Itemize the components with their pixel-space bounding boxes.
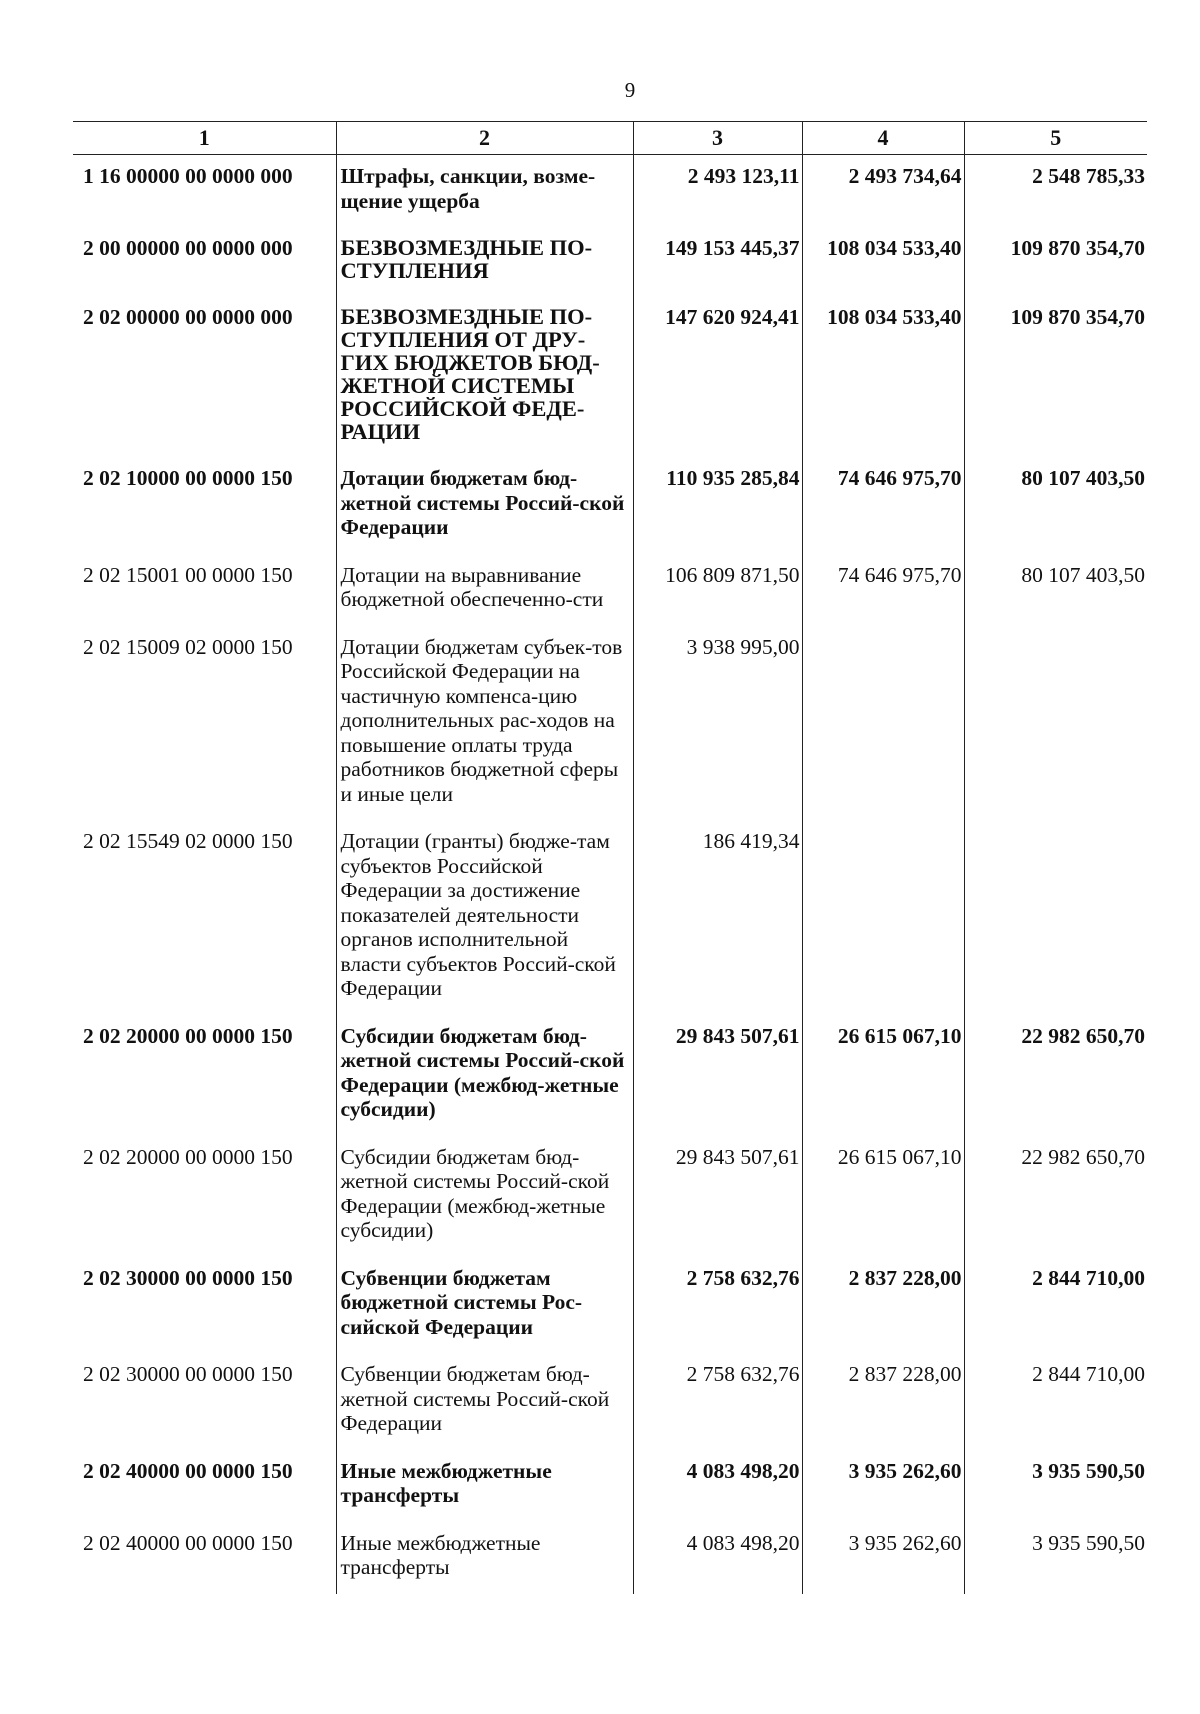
value-col3-cell: 186 419,34 <box>633 820 802 1015</box>
value-col5-cell <box>964 820 1147 1015</box>
income-name-cell: Дотации бюджетам субъек-тов Российской Федерации на частичную компенса-цию дополнительных рас-ходов на повышение оплаты труда работников бюджетной сферы и иные цели <box>336 626 633 821</box>
value-col5-cell <box>964 626 1147 821</box>
income-name-cell: БЕЗВОЗМЕЗДНЫЕ ПО-СТУПЛЕНИЯ <box>336 227 633 296</box>
value-col3-cell: 4 083 498,20 <box>633 1522 802 1594</box>
value-col3-cell: 147 620 924,41 <box>633 296 802 457</box>
value-col4-cell: 108 034 533,40 <box>802 296 964 457</box>
table-row <box>73 554 1147 626</box>
budget-code-cell: 2 02 40000 00 0000 150 <box>83 1530 293 1555</box>
page-number: 9 <box>624 78 636 102</box>
value-col5-cell: 109 870 354,70 <box>964 227 1147 296</box>
income-name-cell: Штрафы, санкции, возме-щение ущерба <box>336 155 633 228</box>
column-header-2: 2 <box>336 122 633 155</box>
value-col5-cell: 22 982 650,70 <box>964 1136 1147 1257</box>
table-row <box>73 820 1147 1015</box>
value-col3-cell: 29 843 507,61 <box>633 1136 802 1257</box>
value-col4-cell: 2 837 228,00 <box>802 1353 964 1450</box>
value-col4-cell: 3 935 262,60 <box>802 1522 964 1594</box>
income-name-cell: Иные межбюджетные трансферты <box>336 1522 633 1594</box>
value-col4-cell: 26 615 067,10 <box>802 1015 964 1136</box>
table-body <box>73 155 1147 1594</box>
value-col5-cell: 2 844 710,00 <box>964 1257 1147 1354</box>
value-col5-cell: 3 935 590,50 <box>964 1450 1147 1522</box>
value-col3-cell: 149 153 445,37 <box>633 227 802 296</box>
table-row <box>73 296 1147 457</box>
value-col3-cell: 2 493 123,11 <box>633 155 802 228</box>
budget-code-cell: 2 02 30000 00 0000 150 <box>83 1362 293 1386</box>
value-col3-cell: 106 809 871,50 <box>633 554 802 626</box>
income-name-cell: Субсидии бюджетам бюд-жетной системы Россий-ской Федерации (межбюд-жетные субсидии) <box>336 1015 633 1136</box>
income-name-cell: Субвенции бюджетам бюджетной системы Рос-сийской Федерации <box>336 1257 633 1354</box>
column-header-1: 1 <box>73 122 336 155</box>
value-col5-cell: 3 935 590,50 <box>964 1522 1147 1594</box>
budget-code-cell: 1 16 00000 00 0000 000 <box>83 164 293 188</box>
budget-code-cell: 2 00 00000 00 0000 000 <box>83 236 293 260</box>
value-col4-cell: 74 646 975,70 <box>802 554 964 626</box>
value-col5-cell: 2 844 710,00 <box>964 1353 1147 1450</box>
column-header-5: 5 <box>964 122 1147 155</box>
value-col4-cell <box>802 626 964 821</box>
budget-code-cell: 2 02 20000 00 0000 150 <box>83 1144 293 1169</box>
table-row <box>73 1136 1147 1257</box>
budget-code-cell: 2 02 00000 00 0000 000 <box>83 305 293 329</box>
income-name-cell: Дотации на выравнивание бюджетной обеспеченно-сти <box>336 554 633 626</box>
value-col4-cell: 2 837 228,00 <box>802 1257 964 1354</box>
value-col5-cell: 80 107 403,50 <box>964 554 1147 626</box>
table-row <box>73 227 1147 296</box>
table-row <box>73 1450 1147 1522</box>
value-col4-cell: 74 646 975,70 <box>802 457 964 554</box>
budget-code-cell: 2 02 15001 00 0000 150 <box>83 562 293 587</box>
budget-code-cell: 2 02 30000 00 0000 150 <box>83 1265 293 1290</box>
table-row <box>73 1257 1147 1354</box>
budget-code-cell: 2 02 15549 02 0000 150 <box>83 829 293 853</box>
value-col4-cell: 26 615 067,10 <box>802 1136 964 1257</box>
income-name-cell: Дотации (гранты) бюдже-там субъектов Российской Федерации за достижение показателей деятельности органов исполнительной власти субъектов Россий-ской Федерации <box>336 820 633 1015</box>
value-col3-cell: 2 758 632,76 <box>633 1257 802 1354</box>
table-row <box>73 1353 1147 1450</box>
table-row <box>73 626 1147 821</box>
value-col4-cell: 108 034 533,40 <box>802 227 964 296</box>
value-col4-cell: 2 493 734,64 <box>802 155 964 228</box>
table-row <box>73 1522 1147 1594</box>
value-col3-cell: 29 843 507,61 <box>633 1015 802 1136</box>
column-header-4: 4 <box>802 122 964 155</box>
income-name-cell: Субвенции бюджетам бюд-жетной системы Россий-ской Федерации <box>336 1353 633 1450</box>
income-name-cell: Иные межбюджетные трансферты <box>336 1450 633 1522</box>
table-header-row <box>73 122 1147 155</box>
budget-code-cell: 2 02 40000 00 0000 150 <box>83 1458 293 1483</box>
value-col3-cell: 110 935 285,84 <box>633 457 802 554</box>
value-col4-cell: 3 935 262,60 <box>802 1450 964 1522</box>
column-header-3: 3 <box>633 122 802 155</box>
budget-code-cell: 2 02 20000 00 0000 150 <box>83 1023 293 1048</box>
value-col5-cell: 109 870 354,70 <box>964 296 1147 457</box>
income-name-cell: БЕЗВОЗМЕЗДНЫЕ ПО-СТУПЛЕНИЯ ОТ ДРУ-ГИХ БЮДЖЕТОВ БЮД-ЖЕТНОЙ СИСТЕМЫ РОССИЙСКОЙ ФЕДЕ-РАЦИИ <box>336 296 633 457</box>
table-row <box>73 457 1147 554</box>
income-name-cell: Дотации бюджетам бюд-жетной системы Россий-ской Федерации <box>336 457 633 554</box>
budget-code-cell: 2 02 10000 00 0000 150 <box>83 466 293 490</box>
value-col3-cell: 3 938 995,00 <box>633 626 802 821</box>
budget-table <box>73 121 1147 1594</box>
value-col5-cell: 2 548 785,33 <box>964 155 1147 228</box>
value-col4-cell <box>802 820 964 1015</box>
value-col3-cell: 4 083 498,20 <box>633 1450 802 1522</box>
value-col3-cell: 2 758 632,76 <box>633 1353 802 1450</box>
table-row <box>73 1015 1147 1136</box>
table-row <box>73 155 1147 228</box>
budget-code-cell: 2 02 15009 02 0000 150 <box>83 634 293 659</box>
value-col5-cell: 22 982 650,70 <box>964 1015 1147 1136</box>
income-name-cell: Субсидии бюджетам бюд-жетной системы Россий-ской Федерации (межбюд-жетные субсидии) <box>336 1136 633 1257</box>
value-col5-cell: 80 107 403,50 <box>964 457 1147 554</box>
